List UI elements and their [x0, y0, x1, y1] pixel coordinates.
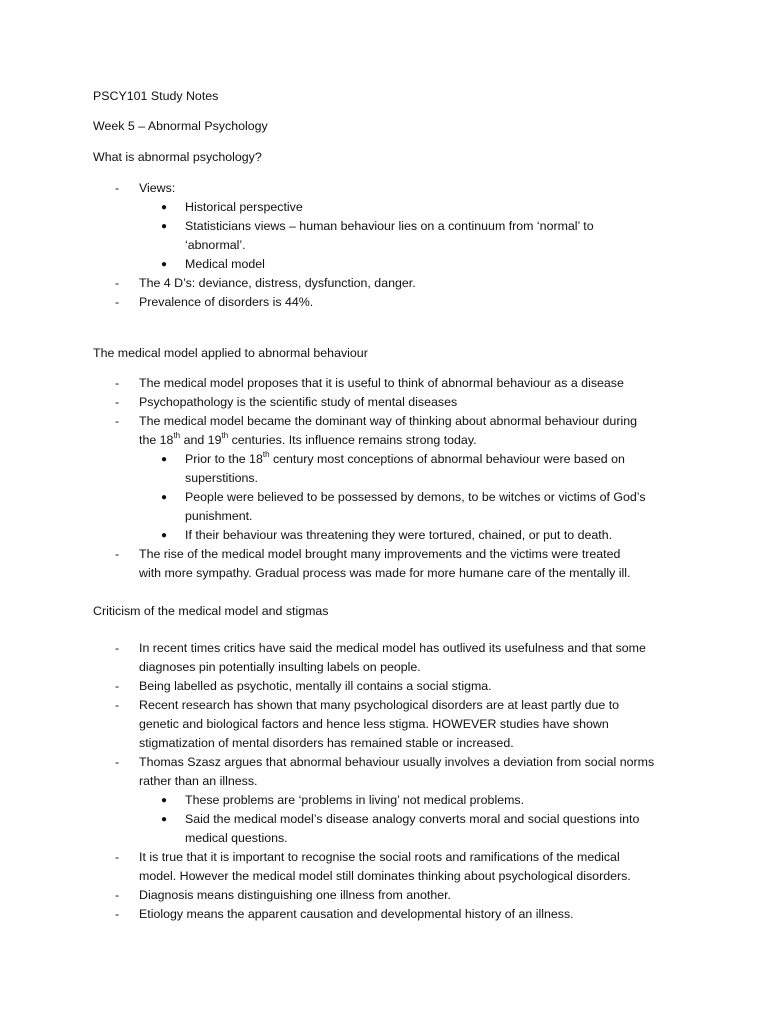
section-heading-what-is-abnormal: What is abnormal psychology?: [93, 150, 262, 164]
text-line: diagnoses pin potentially insulting labels on people.: [139, 660, 421, 674]
sub-list-item-text: [185, 810, 705, 848]
text-line: model. However the medical model still dominates thinking about psychological disorders.: [139, 869, 631, 883]
dash-marker: -: [115, 641, 120, 655]
dash-marker: -: [115, 679, 120, 693]
section-heading-medical-model: The medical model applied to abnormal behaviour: [93, 346, 368, 360]
bullet-icon: ●: [161, 814, 168, 825]
text-line: ‘abnormal’.: [185, 238, 246, 252]
text-line: superstitions.: [185, 471, 259, 485]
dash-marker: -: [115, 698, 120, 712]
section-heading-criticism: Criticism of the medical model and stigmas: [93, 604, 329, 618]
text-line: genetic and biological factors and hence less stigma. HOWEVER studies have shown: [139, 717, 609, 731]
list-item-text: Prevalence of disorders is 44%.: [139, 295, 314, 309]
list-item-text: Psychopathology is the scientific study of mental diseases: [139, 395, 458, 409]
bullet-icon: ●: [161, 221, 168, 232]
list-item-text: [139, 412, 699, 450]
superscript: th: [221, 430, 229, 440]
text-line: [139, 431, 699, 450]
text-fragment: the 18: [139, 433, 174, 447]
list-item-text: [139, 545, 699, 583]
list-item-text: The medical model proposes that it is useful to think of abnormal behaviour as a disease: [139, 376, 624, 390]
list-item-text: Etiology means the apparent causation and developmental history of an illness.: [139, 907, 574, 921]
list-item-text: Diagnosis means distinguishing one illness from another.: [139, 888, 452, 902]
text-line: medical questions.: [185, 831, 288, 845]
bullet-icon: ●: [161, 492, 168, 503]
text-line: [185, 450, 705, 469]
dash-marker: -: [115, 181, 120, 195]
list-item-text: [139, 696, 699, 753]
text-fragment: centuries. Its influence remains strong today.: [228, 433, 477, 447]
text-line: The medical model became the dominant way of thinking about abnormal behaviour during: [139, 414, 637, 428]
list-item-text: [139, 639, 699, 677]
list-item-text: Being labelled as psychotic, mentally ill contains a social stigma.: [139, 679, 492, 693]
document-title: PSCY101 Study Notes: [93, 89, 219, 103]
sub-list-item-text: [185, 488, 705, 526]
text-fragment: and 19: [180, 433, 222, 447]
text-fragment: Prior to the 18: [185, 452, 263, 466]
bullet-icon: ●: [161, 795, 168, 806]
week-heading: Week 5 – Abnormal Psychology: [93, 119, 268, 133]
text-line: with more sympathy. Gradual process was made for more humane care of the mentally ill.: [139, 566, 631, 580]
text-line: In recent times critics have said the medical model has outlived its usefulness and that some: [139, 641, 646, 655]
dash-marker: -: [115, 414, 120, 428]
text-line: Said the medical model’s disease analogy converts moral and social questions into: [185, 812, 640, 826]
list-item-text: [139, 848, 699, 886]
text-line: punishment.: [185, 509, 253, 523]
bullet-icon: ●: [161, 259, 168, 270]
list-item-text: [139, 753, 699, 791]
bullet-icon: ●: [161, 530, 168, 541]
dash-marker: -: [115, 276, 120, 290]
text-line: stigmatization of mental disorders has remained stable or increased.: [139, 736, 514, 750]
sub-list-item-text: Historical perspective: [185, 200, 303, 214]
text-line: It is true that it is important to recognise the social roots and ramifications of the medical: [139, 850, 620, 864]
text-line: Thomas Szasz argues that abnormal behaviour usually involves a deviation from social norms: [139, 755, 655, 769]
dash-marker: -: [115, 395, 120, 409]
list-item-text: The 4 D’s: deviance, distress, dysfunction, danger.: [139, 276, 416, 290]
dash-marker: -: [115, 547, 120, 561]
sub-list-item-text: If their behaviour was threatening they were tortured, chained, or put to death.: [185, 528, 613, 542]
text-line: The rise of the medical model brought many improvements and the victims were treated: [139, 547, 621, 561]
superscript: th: [262, 449, 270, 459]
sub-list-item-text: [185, 450, 705, 488]
dash-marker: -: [115, 376, 120, 390]
dash-marker: -: [115, 888, 120, 902]
sub-list-item-text: [185, 217, 705, 255]
text-fragment: century most conceptions of abnormal behaviour were based on: [269, 452, 625, 466]
list-item-text: Views:: [139, 181, 176, 195]
bullet-icon: ●: [161, 454, 168, 465]
dash-marker: -: [115, 295, 120, 309]
text-line: Statisticians views – human behaviour lies on a continuum from ‘normal’ to: [185, 219, 594, 233]
dash-marker: -: [115, 850, 120, 864]
text-line: Recent research has shown that many psychological disorders are at least partly due to: [139, 698, 620, 712]
superscript: th: [173, 430, 181, 440]
sub-list-item-text: Medical model: [185, 257, 265, 271]
bullet-icon: ●: [161, 202, 168, 213]
dash-marker: -: [115, 907, 120, 921]
text-line: People were believed to be possessed by demons, to be witches or victims of God’s: [185, 490, 646, 504]
sub-list-item-text: These problems are ‘problems in living’ not medical problems.: [185, 793, 525, 807]
text-line: rather than an illness.: [139, 774, 258, 788]
dash-marker: -: [115, 755, 120, 769]
